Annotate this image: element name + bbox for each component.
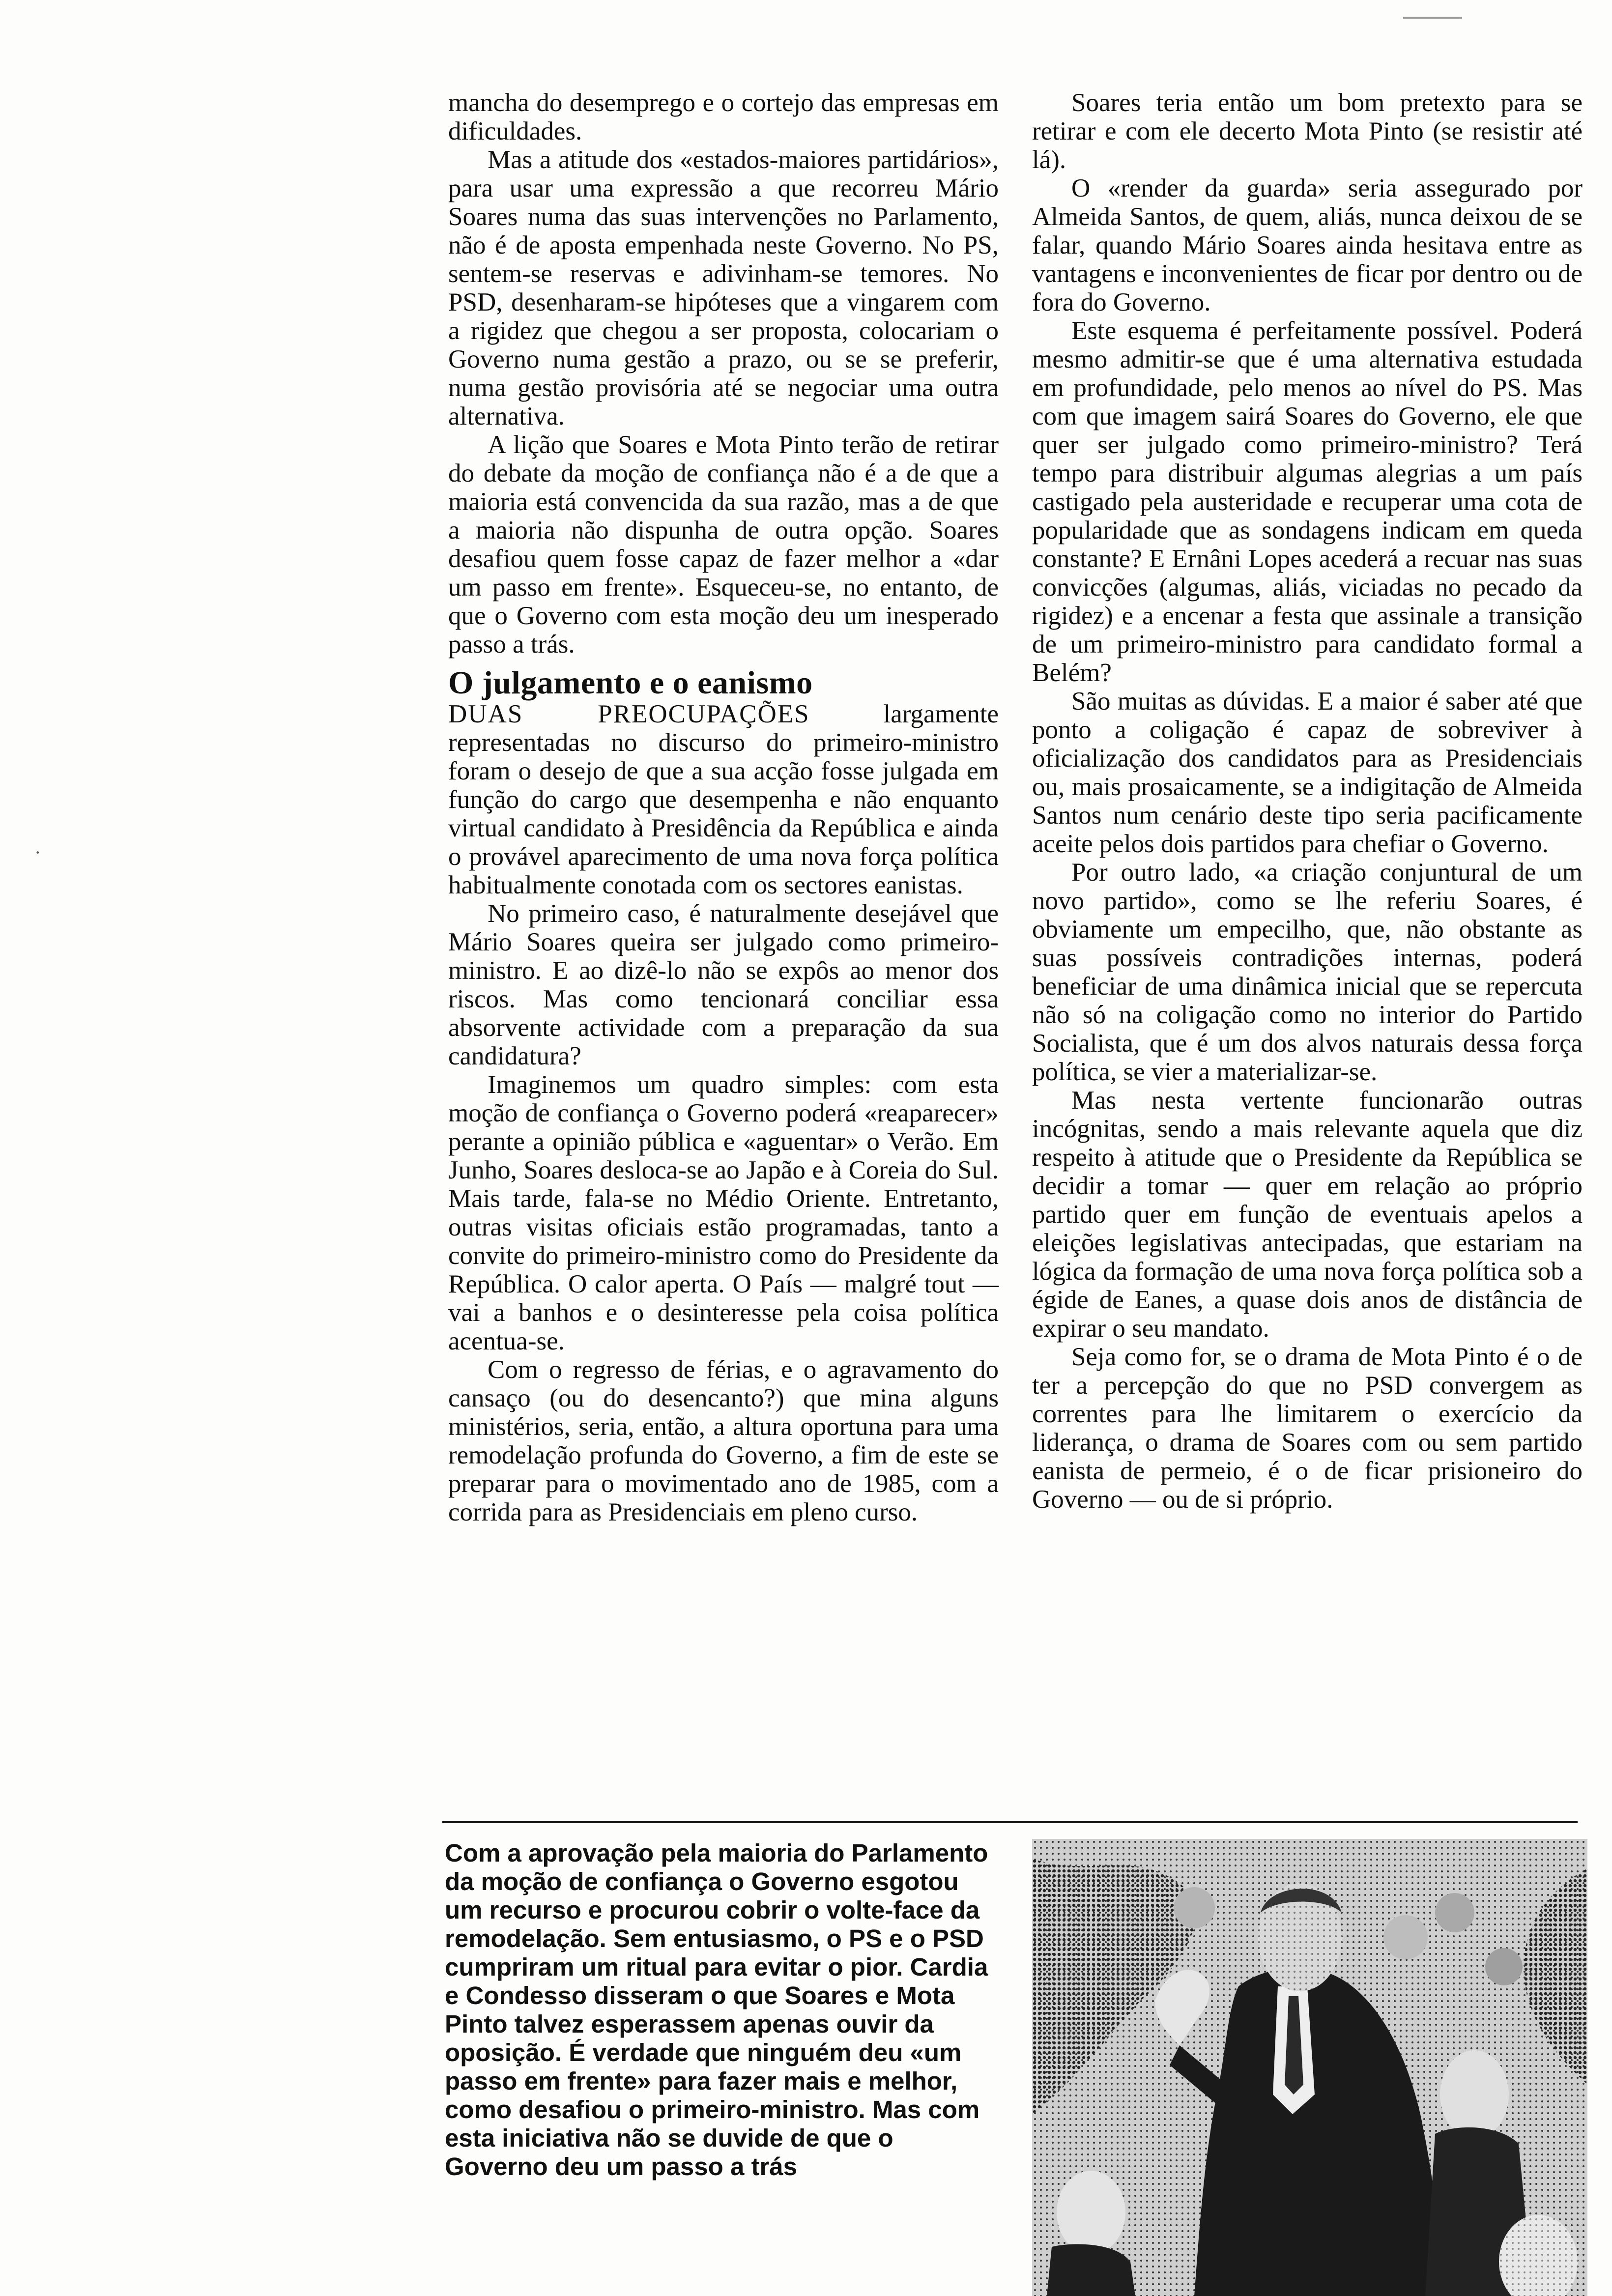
section-lead-text: largamente representadas no discurso do primeiro-ministro foram o desejo de que a sua acção fosse julgada em função do cargo que desempenha e não enquanto virtual candidato à Presidência da República e ainda o provável aparecimento de uma nova força política habitualmente conotada com os sectores eanistas. bbox=[448, 700, 999, 899]
paragraph: O «render da guarda» seria assegurado por Almeida Santos, de quem, aliás, nunca deixou de se falar, quando Mário Soares ainda hesitava entre as vantagens e inconvenientes de ficar por dentro ou de fora do Governo. bbox=[1032, 174, 1583, 316]
paragraph: Este esquema é perfeitamente possível. Poderá mesmo admitir-se que é uma alternativa estudada em profundidade, pelo menos ao nível do PS. Mas com que imagem sairá Soares do Governo, ele que quer ser julgado como primeiro-ministro? Terá tempo para distribuir algumas alegrias a um país castigado pela austeridade e recuperar uma cota de popularidade que as sondagens indicam em queda constante? E Ernâni Lopes acederá a recuar nas suas convicções (algumas, aliás, viciadas no pecado da rigidez) e a encenar a festa que assinale a transição de um primeiro-ministro para candidato formal a Belém? bbox=[1032, 316, 1583, 687]
paragraph: Mas nesta vertente funcionarão outras incógnitas, sendo a mais relevante aquela que diz respeito à atitude que o Presidente da República se decidir a tomar — quer em relação ao próprio partido quer em função de eventuais apelos a eleições legislativas antecipadas, que estariam na lógica da formação de uma nova força política sob a égide de Eanes, a quase dois anos de distância de expirar o seu mandato. bbox=[1032, 1086, 1583, 1343]
paragraph: São muitas as dúvidas. E a maior é saber até que ponto a coligação é capaz de sobreviver à oficialização dos candidatos para as Presidenciais ou, mais prosaicamente, se a indigitação de Almeida Santos num cenário deste tipo seria pacificamente aceite pelos dois partidos para chefiar o Governo. bbox=[1032, 687, 1583, 858]
paragraph: mancha do desemprego e o cortejo das empresas em dificuldades. bbox=[448, 88, 999, 145]
section-heading: O julgamento e o eanismo bbox=[448, 665, 813, 701]
paragraph: Soares teria então um bom pretexto para se retirar e com ele decerto Mota Pinto (se resistir até lá). bbox=[1032, 88, 1583, 174]
paragraph: Por outro lado, «a criação conjuntural de um novo partido», como se lhe referiu Soares, é obviamente um empecilho, que, não obstante as suas possíveis contradições internas, poderá beneficiar de uma dinâmica inicial que se repercuta não só na coligação como no interior do Partido Socialista, que é um dos alvos naturais dessa força política, se vier a materializar-se. bbox=[1032, 858, 1583, 1086]
left-column bbox=[448, 88, 999, 1526]
section-lead: DUAS PREOCUPAÇÕES bbox=[448, 700, 810, 728]
paragraph: Imaginemos um quadro simples: com esta moção de confiança o Governo poderá «reaparecer» perante a opinião pública e «aguentar» o Verão. Em Junho, Soares desloca-se ao Japão e à Coreia do Sul. Mais tarde, fala-se no Médio Oriente. Entretanto, outras visitas oficiais estão programadas, tanto a convite do primeiro-ministro como do Presidente da República. O calor aperta. O País — malgré tout — vai a banhos e o desinteresse pela coisa política acentua-se. bbox=[448, 1070, 999, 1355]
horizontal-rule bbox=[442, 1821, 1578, 1823]
paragraph: Seja como for, se o drama de Mota Pinto é o de ter a percepção do que no PSD convergem as correntes para lhe limitarem o exercício da liderança, o drama de Soares com ou sem partido eanista de permeio, é o de ficar prisioneiro do Governo — ou de si próprio. bbox=[1032, 1343, 1583, 1514]
section-lead-paragraph bbox=[448, 700, 999, 899]
paragraph: No primeiro caso, é naturalmente desejável que Mário Soares queira ser julgado como primeiro-ministro. E ao dizê-lo não se expôs ao menor dos riscos. Mas como tencionará conciliar essa absorvente actividade com a preparação da sua candidatura? bbox=[448, 899, 999, 1070]
news-photo-image bbox=[1032, 1839, 1587, 2296]
photo-caption: Com a aprovação pela maioria do Parlamento da moção de confiança o Governo esgotou um recurso e procurou cobrir o volte-face da remodelação. Sem entusiasmo, o PS e o PSD cumpriram um ritual para evitar o pior. Cardia e Condesso disseram o que Soares e Mota Pinto talvez esperassem apenas ouvir da oposição. É verdade que ninguém deu «um passo em frente» para fazer mais e melhor, como desafiou o primeiro-ministro. Mas com esta iniciativa não se duvide de que o Governo deu um passo a trás bbox=[445, 1839, 988, 2181]
scan-mark-top-right bbox=[1403, 17, 1462, 19]
scan-mark-left: · bbox=[34, 841, 41, 863]
paragraph: Mas a atitude dos «estados-maiores partidários», para usar uma expressão a que recorreu Mário Soares numa das suas intervenções no Parlamento, não é de aposta empenhada neste Governo. No PS, sentem-se reservas e adivinham-se temores. No PSD, desenharam-se hipóteses que a vingarem com a rigidez que chegou a ser proposta, colocariam o Governo numa gestão a prazo, ou se se preferir, numa gestão provisória até se negociar uma outra alternativa. bbox=[448, 145, 999, 430]
paragraph: A lição que Soares e Mota Pinto terão de retirar do debate da moção de confiança não é a de que a maioria está convencida da sua razão, mas a de que a maioria não dispunha de outra opção. Soares desafiou quem fosse capaz de fazer melhor a «dar um passo em frente». Esqueceu-se, no entanto, de que o Governo com esta moção deu um inesperado passo a trás. bbox=[448, 430, 999, 659]
right-column bbox=[1032, 88, 1583, 1514]
paragraph: Com o regresso de férias, e o agravamento do cansaço (ou do desencanto?) que mina alguns ministérios, seria, então, a altura oportuna para uma remodelação profunda do Governo, a fim de este se preparar para o movimentado ano de 1985, com a corrida para as Presidenciais em pleno curso. bbox=[448, 1355, 999, 1526]
news-photo bbox=[1032, 1839, 1587, 2296]
